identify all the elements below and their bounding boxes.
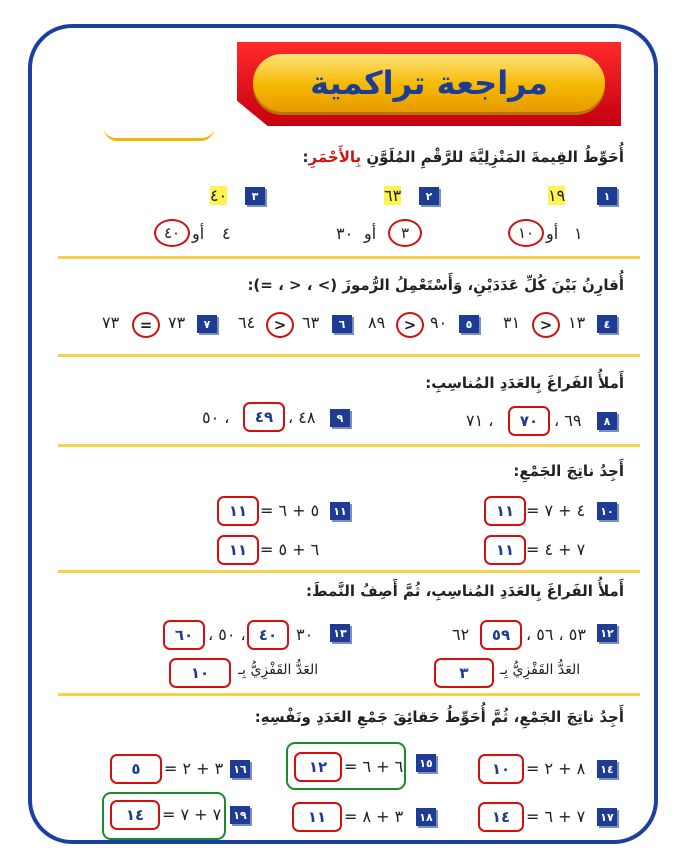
sequence-end: ، ٧١ (466, 411, 494, 430)
question-number: ٤ (597, 315, 617, 333)
addition-expression: ٣ + ٢ = (164, 759, 224, 778)
answer-box: ٧٠ (508, 406, 550, 436)
sequence-start: ٦٩ ، (554, 411, 582, 430)
or-label: أو (192, 224, 205, 243)
number-value (384, 186, 401, 205)
question-number: ٢ (419, 187, 439, 205)
choice-b: ٣٠ (336, 224, 354, 243)
question-number: ١٨ (416, 808, 436, 826)
skip-count-label: العَدُّ القَفْزِيُّ بِـ (238, 662, 319, 678)
highlighted-digit: ٤٠ (210, 186, 228, 205)
answer-box: ٤٩ (243, 402, 285, 432)
sequence-start: ٥٣ ، ٥٦ ، (526, 625, 586, 644)
section4-instruction: أَجِدُ ناتِجَ الجَمْعِ: (513, 462, 624, 480)
question-number: ٦ (332, 315, 352, 333)
circled-answer: ١٠ (508, 219, 544, 247)
question-number: ١٣ (330, 624, 350, 642)
compare-symbol: > (266, 312, 294, 338)
answer-box: ١٤ (110, 800, 160, 830)
question-number: ١٦ (230, 760, 250, 778)
separator (58, 444, 640, 447)
sequence-start: ٣٠ (296, 625, 314, 644)
addition-expression: ٥ + ٦ = (260, 501, 320, 520)
question-number: ١٠ (597, 502, 617, 520)
number-value (548, 186, 565, 205)
answer-box: ١١ (217, 535, 259, 565)
addition-expression: ٧ + ٤ = (526, 540, 586, 559)
addition-expression: ٦ + ٦ = (344, 757, 404, 776)
answer-box: ١١ (292, 802, 342, 832)
decorative-swoosh (104, 128, 214, 141)
addition-expression: ٧ + ٦ = (526, 807, 586, 826)
question-number: ١٥ (416, 754, 436, 772)
circled-answer: ٤٠ (154, 219, 190, 247)
compare-left: ٩٠ (430, 313, 448, 332)
section6-instruction: أَجِدُ ناتِجَ الجَمْعِ، ثُمَّ أُحَوِّطُ حَقائِقَ جَمْعِ العَدَدِ ونَفْسِهِ: (254, 708, 624, 726)
addition-expression: ٦ + ٥ = (260, 540, 320, 559)
compare-left: ٧٣ (168, 313, 186, 332)
question-number: ٧ (197, 315, 217, 333)
compare-right: ٣١ (503, 313, 521, 332)
or-label: أو (546, 224, 559, 243)
compare-left: ١٣ (568, 313, 586, 332)
sequence-mid: ، ٥٠ ، (208, 625, 246, 644)
question-number: ١١ (330, 502, 350, 520)
or-label: أو (364, 224, 377, 243)
separator (58, 354, 640, 357)
section5-instruction: أَملأُ الفَراغَ بِالعَدَدِ المُناسِبِ، ثُمَّ أَصِفُ النَّمطَ: (306, 582, 624, 600)
question-number: ١٤ (597, 760, 617, 778)
banner-pill (253, 54, 605, 112)
answer-box: ٤٠ (247, 620, 289, 650)
circled-answer: ٣ (388, 219, 422, 247)
answer-box: ١٠ (478, 754, 524, 784)
title-banner (237, 42, 621, 126)
section3-instruction: أَملأُ الفَراغَ بِالعَدَدِ المُناسِبِ: (425, 374, 624, 392)
compare-right: ٨٩ (368, 313, 386, 332)
choice-a: ٤ (222, 224, 231, 243)
question-number: ١٧ (597, 808, 617, 826)
number-value (210, 186, 227, 205)
compare-symbol: > (532, 312, 560, 338)
compare-right: ٦٤ (238, 313, 256, 332)
addition-expression: ٨ + ٢ = (526, 759, 586, 778)
question-number: ١٩ (230, 806, 250, 824)
question-number: ٨ (597, 412, 617, 430)
sequence-end: ٦٢ (452, 625, 470, 644)
question-number: ٩ (330, 409, 350, 427)
highlighted-digit: ٦٣ (384, 186, 402, 205)
choice-a: ١ (574, 224, 583, 243)
answer-box: ٥ (110, 754, 162, 784)
sequence-end: ، ٥٠ (202, 408, 230, 427)
compare-symbol: > (396, 312, 424, 338)
answer-box: ٥٩ (480, 620, 522, 650)
compare-right: ٧٣ (102, 313, 120, 332)
skip-count-label: العَدُّ القَفْزِيُّ بِـ (500, 662, 581, 678)
separator (58, 570, 640, 573)
skip-count-box: ٣ (434, 658, 494, 688)
compare-symbol: = (132, 312, 160, 338)
page-title: مراجعة تراكمية (310, 64, 548, 102)
section2-instruction: أُقارِنُ بَيْنَ كُلِّ عَدَدَيْنِ، وَأَسْتَعْمِلُ الرُّموزَ (> ، < ، =): (247, 276, 624, 294)
answer-box: ٦٠ (163, 620, 205, 650)
separator (58, 693, 640, 696)
question-number: ٥ (459, 315, 479, 333)
answer-box: ١١ (484, 535, 526, 565)
answer-box: ١١ (217, 496, 259, 526)
addition-expression: ٣ + ٨ = (344, 807, 404, 826)
addition-expression: ٤ + ٧ = (526, 501, 586, 520)
compare-left: ٦٣ (302, 313, 320, 332)
question-number: ١٢ (597, 624, 617, 642)
answer-box: ١١ (484, 496, 526, 526)
answer-box: ١٤ (478, 802, 524, 832)
skip-count-box: ١٠ (169, 658, 231, 688)
question-number: ١ (597, 187, 617, 205)
highlighted-digit: ١٩ (548, 186, 566, 205)
addition-expression: ٧ + ٧ = (162, 805, 222, 824)
sequence-start: ٤٨ ، (288, 408, 316, 427)
section1-instruction: أُحَوِّطُ القِيمةَ المَنْزِلِيَّةَ للرَّقْمِ المُلَوَّنِ بِالأَحْمَرِ: (302, 148, 624, 166)
question-number: ٣ (245, 187, 265, 205)
answer-box: ١٢ (294, 752, 342, 782)
separator (58, 256, 640, 259)
